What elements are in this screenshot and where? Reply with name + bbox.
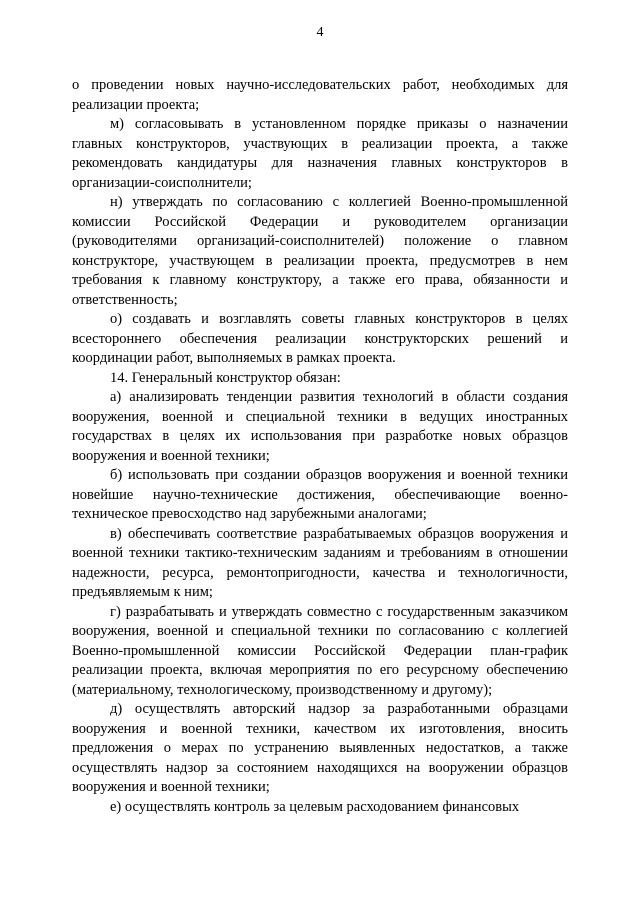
paragraph-item-e: е) осуществлять контроль за целевым расходованием финансовых bbox=[110, 798, 520, 815]
page-number: 4 bbox=[316, 25, 324, 40]
paragraph-item-m: м) согласовывать в установленном порядке приказы о назначении главных конструкторов, участвующих в реализации проекта, а также рекомендовать кандидатуры для назначения главных конструкторов в организации-соисполнители; bbox=[72, 116, 568, 191]
paragraph-item-n: н) утверждать по согласованию с коллегией Военно-промышленной комиссии Российской Федерации и руководителем организации (руководителями организаций-соисполнителей) положение о главном конструкторе, участвующем в реализации проекта, предусмотрев в нем требования к главному конструктору, а также его права, обязанности и ответственность; bbox=[72, 194, 568, 308]
paragraph-continuation: о проведении новых научно-исследовательских работ, необходимых для реализации проекта; bbox=[72, 77, 568, 113]
document-body bbox=[72, 76, 568, 817]
paragraph-item-v: в) обеспечивать соответствие разрабатываемых образцов вооружения и военной техники тактико-техническим заданиям и требованиям в отношении надежности, ресурса, ремонтопригодности, качества и технологичности, предъявляемым к ним; bbox=[72, 525, 568, 600]
paragraph-item-g: г) разрабатывать и утверждать совместно с государственным заказчиком вооружения, военной и специальной техники по согласованию с коллегией Военно-промышленной комиссии Российской Федерации план-график реализации проекта, включая мероприятия по его ресурсному обеспечению (материальному, технологическому, производственному и другому); bbox=[72, 603, 568, 698]
paragraph-item-b: б) использовать при создании образцов вооружения и военной техники новейшие научно-технические достижения, обеспечивающие военно-техническое превосходство над зарубежными аналогами; bbox=[72, 467, 568, 522]
paragraph-section-14: 14. Генеральный конструктор обязан: bbox=[110, 369, 341, 386]
paragraph-item-d: д) осуществлять авторский надзор за разработанными образцами вооружения и военной техники, качеством их изготовления, вносить предложения о мерах по устранению выявленных недостатков, а также осуществлять надзор за состоянием находящихся на вооружении образцов вооружения и военной техники; bbox=[72, 701, 568, 795]
paragraph-item-o: о) создавать и возглавлять советы главных конструкторов в целях всестороннего обеспечения реализации конструкторских решений и координации работ, выполняемых в рамках проекта. bbox=[72, 311, 568, 366]
paragraph-item-a: а) анализировать тенденции развития технологий в области создания вооружения, военной и специальной техники в ведущих иностранных государствах в целях их использования при разработке новых образцов вооружения и военной техники; bbox=[72, 389, 568, 464]
